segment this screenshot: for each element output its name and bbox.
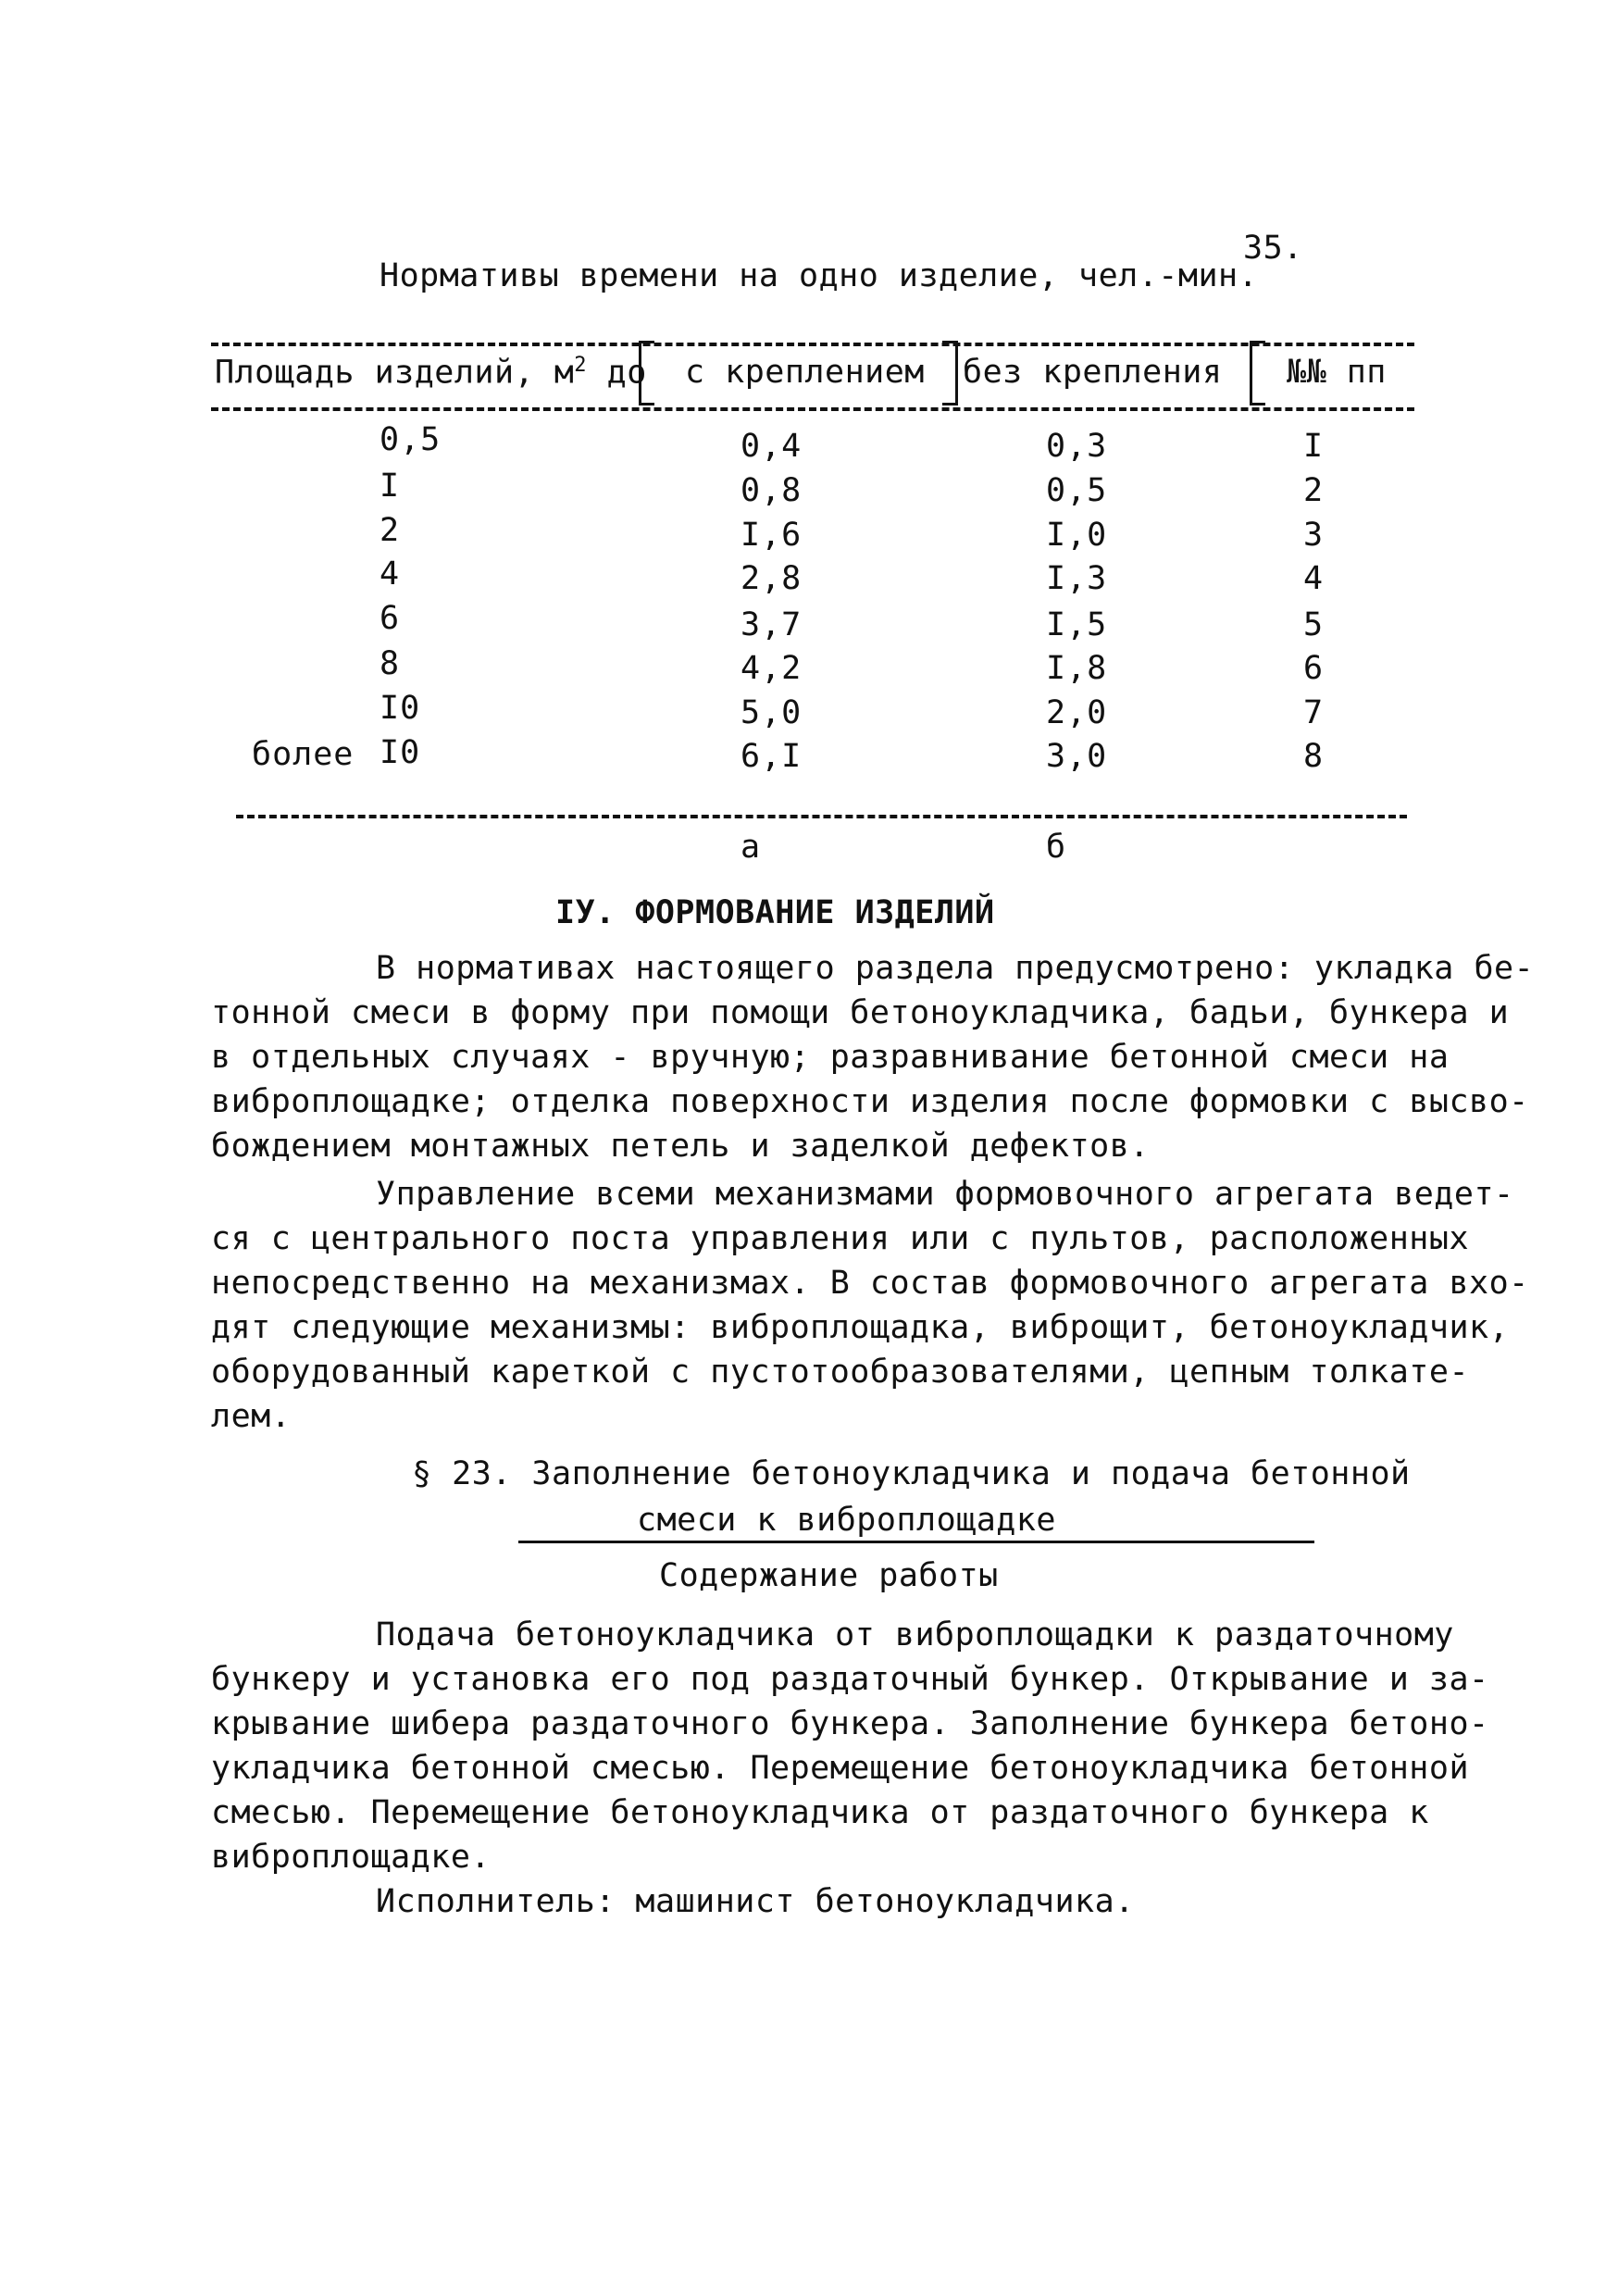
executor-line: Исполнитель: машинист бетоноукладчика. — [376, 1883, 1135, 1920]
column-label-a: а — [741, 829, 761, 866]
header-bracket-right — [1250, 341, 1265, 406]
paragraph-work-content: Подача бетоноукладчика от виброплощадки к раздаточному бункеру и установка его под раздаточный бункер. Открывание и за- крывание шибера раздаточного бункера. Заполнение бункера бетоно- укладчика бетонной смесью. Перемещение бетоноукладчика бетонной смесью. Перемещение бетоноукладчика от раздаточного бункера к виброплощадке. — [211, 1616, 1489, 1876]
table-header-rule — [211, 407, 1414, 411]
header-with-fix: с креплением — [685, 354, 925, 391]
subsection-title: § 23. Заполнение бетоноукладчика и подача бетонной — [412, 1455, 1411, 1492]
table-title: Нормативы времени на одно изделие, чел.-мин. — [380, 257, 1259, 294]
section-title: IУ. ФОРМОВАНИЕ ИЗДЕЛИЙ — [555, 894, 995, 931]
content-heading: Содержание работы — [659, 1557, 999, 1594]
paragraph-norms: В нормативах настоящего раздела предусмотрено: укладка бе- тонной смеси в форму при помощи бетоноукладчика, бадьи, бункера и в отдельных случаях - вручную; разравнивание бетонной смеси на виброплощадке; отделка поверхности изделия после формовки с высво- бождением монтажных петель и заделкой дефектов. — [211, 950, 1535, 1165]
header-bracket-left — [639, 341, 654, 406]
header-without-fix: без крепления — [963, 354, 1223, 391]
header-area: Площадь изделий, $м^2$ до — [215, 354, 647, 392]
subsection-title-continued: смеси к виброплощадке — [637, 1502, 1057, 1539]
page-number: 35. — [1243, 230, 1303, 267]
subsection-underline — [518, 1541, 1314, 1543]
table-bottom-rule — [236, 815, 1407, 818]
paragraph-control: Управление всеми механизмами формовочного агрегата ведет- ся с центрального поста управления или с пультов, расположенных непосредственно на механизмах. В состав формовочного агрегата вхо- дят следующие механизмы: виброплощадка, виброщит, бетоноукладчик, оборудованный кареткой с пустотообразователями, цепным толкате- лем. — [211, 1176, 1529, 1435]
header-bracket-mid — [942, 341, 958, 406]
header-num: №№ пп — [1287, 354, 1387, 391]
table-top-rule — [211, 343, 1414, 346]
column-label-b: б — [1046, 829, 1066, 866]
